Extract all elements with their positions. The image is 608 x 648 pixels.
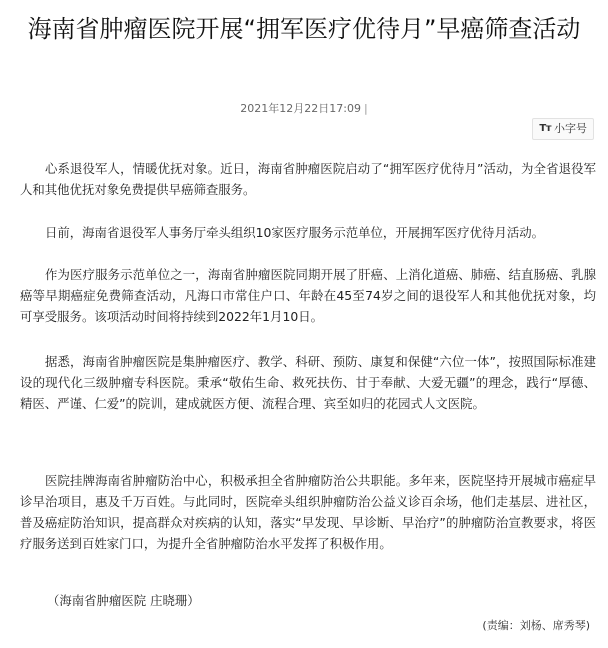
font-size-icon: Tт: [539, 123, 551, 134]
publish-datetime: 2021年12月22日17:09: [240, 102, 361, 115]
font-size-toggle-label: 小字号: [554, 122, 587, 135]
meta-separator: |: [363, 102, 368, 115]
article-paragraph-3: 作为医疗服务示范单位之一，海南省肿瘤医院同期开展了肝癌、上消化道癌、肺癌、结直肠癌、乳腺癌等早期癌症免费筛查活动，凡海口市常住户口、年龄在45至74岁之间的退役军人和其他优抚对象，均可享受服务。该项活动时间将持续到2022年1月10日。: [20, 267, 596, 324]
article-paragraph-1: 心系退役军人，情暖优抚对象。近日，海南省肿瘤医院启动了“拥军医疗优待月”活动，为全省退役军人和其他优抚对象免费提供早癌筛查服务。: [20, 161, 596, 197]
article-paragraph-4: 据悉，海南省肿瘤医院是集肿瘤医疗、教学、科研、预防、康复和保健“六位一体”，按照国际标准建设的现代化三级肿瘤专科医院。秉承“敬佑生命、救死扶伤、甘于奉献、大爱无疆”的理念，践行“厚德、精医、严谨、仁爱”的院训，建成就医方便、流程合理、宾至如归的花园式人文医院。: [20, 354, 596, 411]
article-author: （海南省肿瘤医院 庄晓珊）: [47, 593, 200, 608]
article-paragraph-2: 日前，海南省退役军人事务厅牵头组织10家医疗服务示范单位，开展拥军医疗优待月活动。: [45, 225, 545, 240]
article-editor: (责编：刘杨、席秀琴): [482, 619, 590, 632]
font-size-toggle-button[interactable]: [532, 118, 594, 140]
article-title: 海南省肿瘤医院开展“拥军医疗优待月”早癌筛查活动: [27, 15, 581, 43]
article-paragraph-5: 医院挂牌海南省肿瘤防治中心，积极承担全省肿瘤防治公共职能。多年来，医院坚持开展城市癌症早诊早治项目，惠及千万百姓。与此同时，医院牵头组织肿瘤防治公益义诊百余场，他们走基层、进社区，普及癌症防治知识，提高群众对疾病的认知，落实“早发现、早诊断、早治疗”的肿瘤防治宣教要求，将医疗服务送到百姓家门口，为提升全省肿瘤防治水平发挥了积极作用。: [20, 473, 596, 551]
article-meta: [0, 102, 608, 116]
